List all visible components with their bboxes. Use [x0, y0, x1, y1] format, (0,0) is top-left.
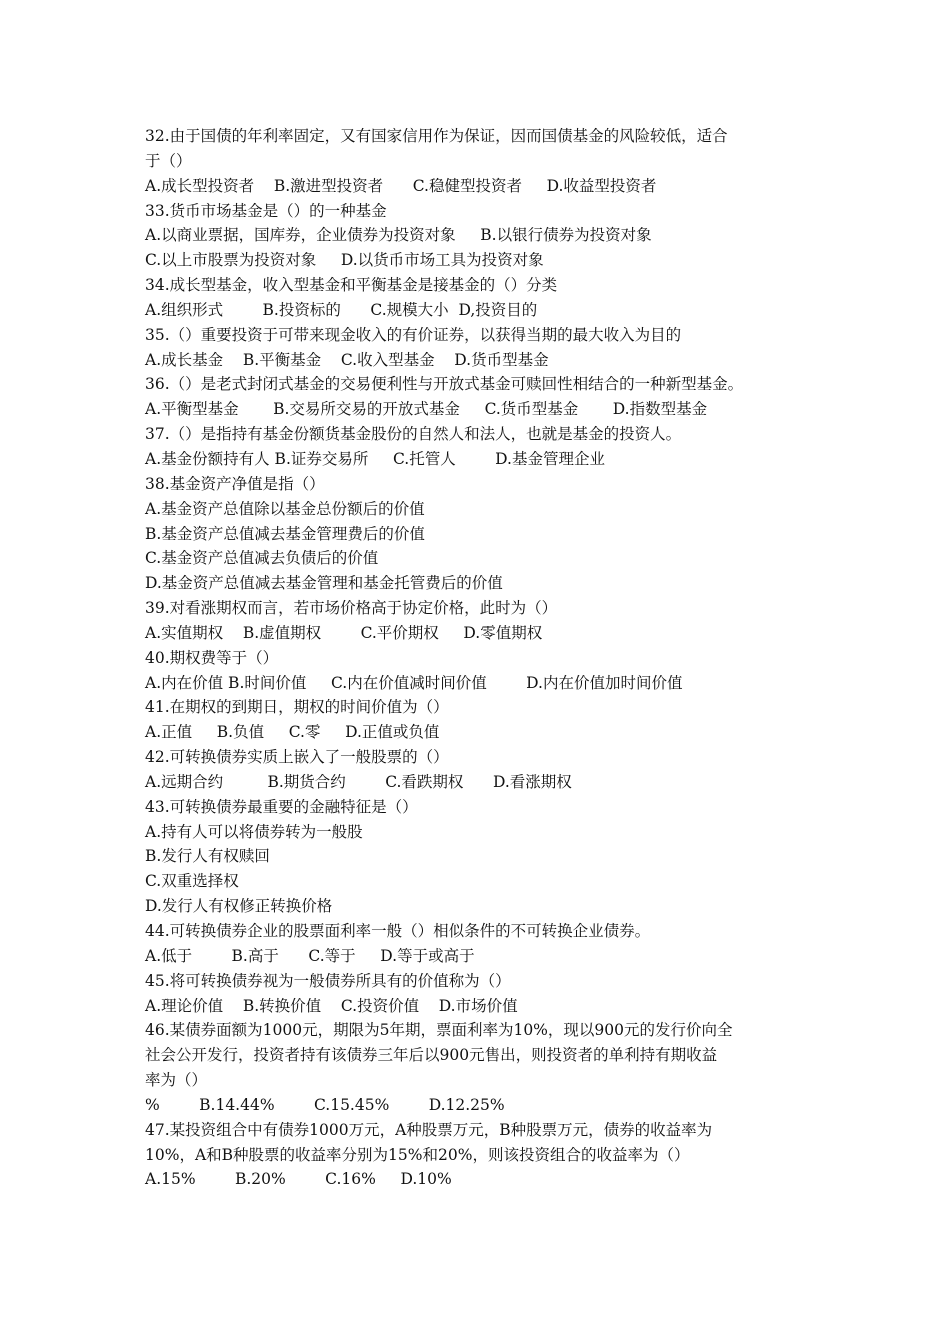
question-40-options: A.内在价值 B.时间价值 C.内在价值减时间价值 D.内在价值加时间价值: [145, 673, 683, 692]
question-40-stem: 40.期权费等于（）: [145, 648, 279, 667]
question-37-stem: 37.（）是指持有基金份额货基金股份的自然人和法人，也就是基金的投资人。: [145, 425, 682, 444]
question-44-stem: 44.可转换债券企业的股票面利率一般（）相似条件的不可转换企业债券。: [145, 922, 651, 940]
question-36-stem: 36.（）是老式封闭式基金的交易便利性与开放式基金可赎回性相结合的一种新型基金。: [145, 375, 744, 394]
question-39-options: A.实值期权 B.虚值期权 C.平价期权 D.零值期权: [145, 623, 543, 642]
question-38-option-c: C.基金资产总值减去负债后的价值: [145, 549, 379, 568]
question-42-stem: 42.可转换债券实质上嵌入了一般股票的（）: [145, 748, 449, 767]
question-35-options: A.成长基金 B.平衡基金 C.收入型基金 D.货币型基金: [145, 350, 549, 369]
question-46-stem: 46.某债券面额为1000元，期限为5年期，票面利率为10%，现以900元的发行价向全: [145, 1021, 733, 1040]
question-33-stem: 33.货币市场基金是（）的一种基金: [145, 201, 387, 220]
question-43-option-d: D.发行人有权修正转换价格: [145, 897, 333, 916]
question-37-options: A.基金份额持有人 B.证券交易所 C.托管人 D.基金管理企业: [145, 449, 605, 468]
question-33-options-cd: C.以上市股票为投资对象 D.以货币市场工具为投资对象: [145, 251, 544, 270]
question-46-stem-end: 率为（）: [145, 1071, 208, 1090]
question-47-stem: 47.某投资组合中有债券1000万元，A种股票万元，B种股票万元，债券的收益率为: [145, 1120, 713, 1139]
question-45-stem: 45.将可转换债券视为一般债券所具有的价值称为（）: [145, 971, 511, 990]
question-32-stem: 32.由于国债的年利率固定，又有国家信用作为保证，因而国债基金的风险较低，适合: [145, 127, 728, 145]
question-33-options-ab: A.以商业票据，国库券，企业债券为投资对象 B.以银行债券为投资对象: [145, 226, 652, 245]
question-32-stem-cont: 于（）: [145, 151, 192, 170]
question-38-option-b: B.基金资产总值减去基金管理费后的价值: [145, 524, 425, 543]
question-43-option-c: C.双重选择权: [145, 872, 239, 891]
question-36-options: A.平衡型基金 B.交易所交易的开放式基金 C.货币型基金 D.指数型基金: [145, 400, 708, 419]
question-32-options: A.成长型投资者 B.激进型投资者 C.稳健型投资者 D.收益型投资者: [145, 176, 657, 195]
question-43-option-a: A.持有人可以将债券转为一般股: [145, 822, 363, 841]
question-38-option-d: D.基金资产总值减去基金管理和基金托管费后的价值: [145, 574, 503, 593]
question-46-options: % B.14.44% C.15.45% D.12.25%: [145, 1095, 505, 1114]
question-39-stem: 39.对看涨期权而言，若市场价格高于协定价格，此时为（）: [145, 599, 558, 618]
question-34-options: A.组织形式 B.投资标的 C.规模大小 D,投资目的: [145, 300, 538, 319]
question-47-options: A.15% B.20% C.16% D.10%: [145, 1170, 452, 1189]
document-body: [145, 124, 845, 1192]
question-38-option-a: A.基金资产总值除以基金总份额后的价值: [145, 499, 425, 518]
question-41-options: A.正值 B.负值 C.零 D.正值或负值: [145, 723, 440, 742]
question-35-stem: 35.（）重要投资于可带来现金收入的有价证券，以获得当期的最大收入为目的: [145, 325, 682, 344]
question-45-options: A.理论价值 B.转换价值 C.投资价值 D.市场价值: [145, 996, 518, 1015]
question-43-stem: 43.可转换债券最重要的金融特征是（）: [145, 797, 418, 816]
question-43-option-b: B.发行人有权赎回: [145, 847, 270, 866]
question-44-options: A.低于 B.高于 C.等于 D.等于或高于: [145, 946, 475, 965]
question-38-stem: 38.基金资产净值是指（）: [145, 474, 325, 493]
question-46-stem-cont: 社会公开发行，投资者持有该债券三年后以900元售出，则投资者的单利持有期收益: [145, 1046, 718, 1065]
question-41-stem: 41.在期权的到期日，期权的时间价值为（）: [145, 698, 449, 717]
question-47-stem-cont: 10%，A和B种股票的收益率分别为15%和20%，则该投资组合的收益率为（）: [145, 1145, 690, 1164]
question-42-options: A.远期合约 B.期货合约 C.看跌期权 D.看涨期权: [145, 772, 572, 791]
question-34-stem: 34.成长型基金，收入型基金和平衡基金是接基金的（）分类: [145, 276, 558, 295]
